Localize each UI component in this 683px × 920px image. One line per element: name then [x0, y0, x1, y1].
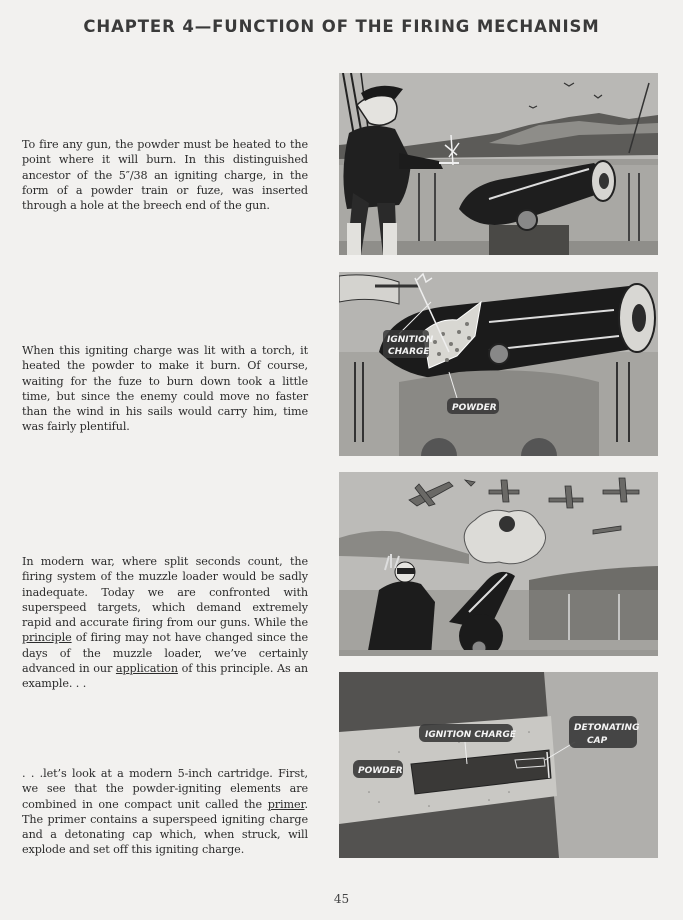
- paragraph-muzzle-loader: To fire any gun, the powder must be heated to the point where it will burn. In this distinguished ancestor of the 5″/38 an igniting charge, in the form of a powder train or fuze, was inserted through a hole at the breech end of the gun.: [22, 138, 308, 213]
- label-ignition-charge-line1: IGNITION: [387, 335, 434, 345]
- page-title: CHAPTER 4—FUNCTION OF THE FIRING MECHANISM: [83, 17, 600, 36]
- underlined-principle: principle: [22, 631, 72, 645]
- illustration-anti-aircraft-fire: [339, 472, 658, 656]
- label-detonating-cap-line1: DETONATING: [574, 723, 640, 733]
- arm-with-torch: [339, 275, 399, 304]
- shell: [499, 516, 515, 532]
- label-ignition-charge-line2: CHARGE: [388, 347, 430, 357]
- illustration-cannon-cutaway: [339, 272, 658, 456]
- text-segment: . . .let’s look at a modern 5-inch cartridge. First, we see that the powder-igniting elements are combined in one compact unit called the: [22, 767, 308, 811]
- underlined-application: application: [115, 662, 178, 676]
- text-segment: In modern war, where split seconds count, the firing system of the muzzle loader would be sadly inadequate. Today we are confronted with superspeed targets, which demand extremely rapid and accurate firing from our guns. While the: [22, 555, 308, 630]
- primer-diagram-drawing: [339, 672, 658, 858]
- text-segment: of this principle. As an example. . .: [22, 662, 309, 691]
- underlined-primer: primer: [267, 797, 305, 811]
- text-segment: of firing may not have changed since the days of the muzzle loader, we’ve certainly advanced in our: [22, 631, 308, 676]
- illustration-primer-diagram: [339, 672, 658, 858]
- anti-aircraft-drawing: [339, 472, 658, 656]
- label-ignition-charge: IGNITION CHARGE: [425, 730, 516, 740]
- illustration-colonial-gunner: [339, 73, 658, 255]
- paragraph-modern-war: [22, 554, 308, 692]
- label-detonating-cap-line2: CAP: [587, 736, 608, 746]
- label-powder: POWDER: [452, 403, 497, 413]
- paragraph-cartridge: [22, 766, 308, 858]
- paragraph-torch: When this igniting charge was lit with a torch, it heated the powder to make it burn. Of course, waiting for the fuze to burn down took a little time, but since the enemy could move no faster than the wind in his sails would carry him, time was fairly plentiful.: [22, 344, 308, 434]
- page-number: 45: [333, 892, 350, 906]
- label-powder: POWDER: [358, 766, 403, 776]
- colonial-gunner-drawing: [339, 73, 658, 255]
- cannon-cutaway-drawing: [339, 272, 658, 456]
- text-segment: . The primer contains a superspeed igniting charge and a detonating cap which, when struck, will explode and set off this igniting charge.: [22, 797, 308, 857]
